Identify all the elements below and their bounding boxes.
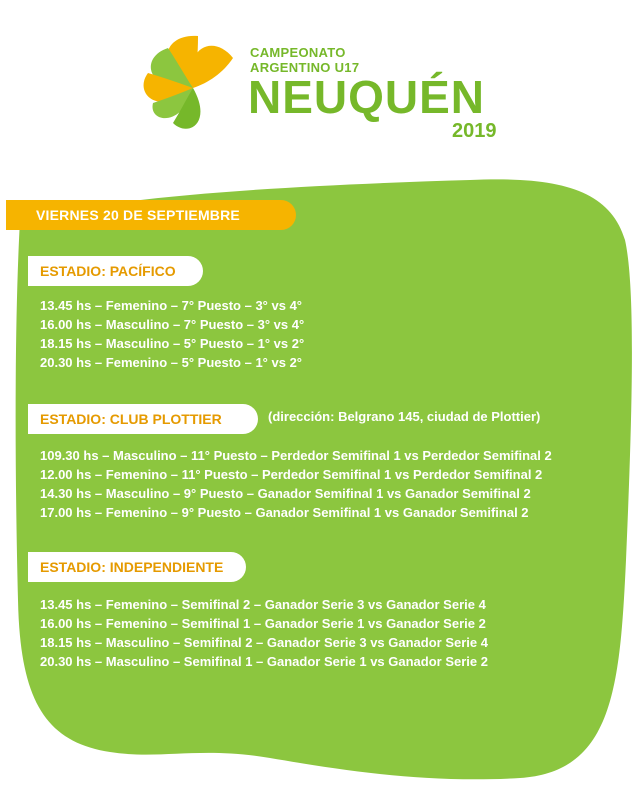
game-line: 16.00 hs – Masculino – 7° Puesto – 3° vs 4°	[40, 317, 305, 332]
game-line: 109.30 hs – Masculino – 11° Puesto – Perdedor Semifinal 1 vs Perdedor Semifinal 2	[40, 448, 552, 463]
game-line: 14.30 hs – Masculino – 9° Puesto – Ganador Semifinal 1 vs Ganador Semifinal 2	[40, 486, 531, 501]
game-line: 20.30 hs – Masculino – Semifinal 1 – Ganador Serie 1 vs Ganador Serie 2	[40, 654, 488, 669]
game-line: 13.45 hs – Femenino – Semifinal 2 – Ganador Serie 3 vs Ganador Serie 4	[40, 597, 486, 612]
game-line: 17.00 hs – Femenino – 9° Puesto – Ganador Semifinal 1 vs Ganador Semifinal 2	[40, 505, 529, 520]
header-line1: CAMPEONATO	[250, 45, 346, 60]
game-line: 18.15 hs – Masculino – 5° Puesto – 1° vs 2°	[40, 336, 305, 351]
games-list	[40, 595, 488, 671]
header-line2: ARGENTINO U17	[250, 60, 360, 75]
games-list	[40, 446, 552, 522]
header-city: NEUQUÉN	[248, 71, 486, 123]
date-banner: VIERNES 20 DE SEPTIEMBRE	[6, 200, 296, 230]
header-year: 2019	[452, 120, 497, 142]
stadium-label: ESTADIO: PACÍFICO	[28, 256, 203, 286]
game-line: 16.00 hs – Femenino – Semifinal 1 – Ganador Serie 1 vs Ganador Serie 2	[40, 616, 486, 631]
game-line: 13.45 hs – Femenino – 7° Puesto – 3° vs 4°	[40, 298, 302, 313]
stadium-label: ESTADIO: CLUB PLOTTIER	[28, 404, 258, 434]
stadium-label: ESTADIO: INDEPENDIENTE	[28, 552, 246, 582]
game-line: 20.30 hs – Femenino – 5° Puesto – 1° vs 2°	[40, 355, 302, 370]
game-line: 12.00 hs – Femenino – 11° Puesto – Perdedor Semifinal 1 vs Perdedor Semifinal 2	[40, 467, 543, 482]
game-line: 18.15 hs – Masculino – Semifinal 2 – Ganador Serie 3 vs Ganador Serie 4	[40, 635, 488, 650]
basketball-petals-icon	[135, 30, 245, 140]
stadium-address: (dirección: Belgrano 145, ciudad de Plottier)	[268, 409, 541, 424]
games-list	[40, 296, 304, 372]
